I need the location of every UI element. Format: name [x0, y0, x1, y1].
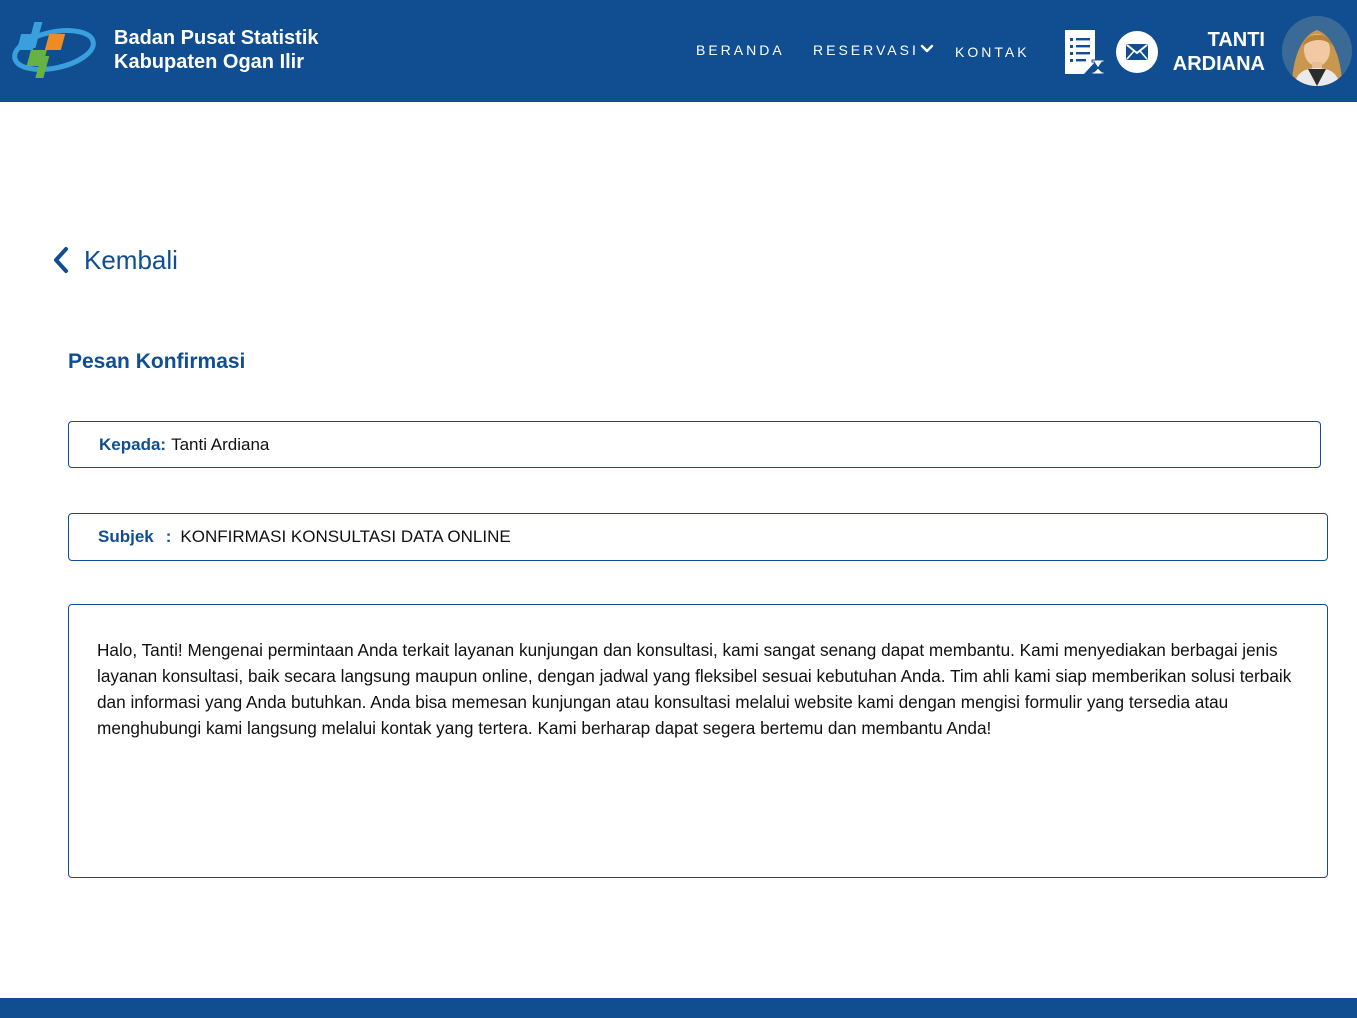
organization-name	[114, 26, 319, 74]
mail-icon[interactable]	[1115, 30, 1159, 74]
message-body: Halo, Tanti! Mengenai permintaan Anda terkait layanan kunjungan dan konsultasi, kami sangat senang dapat membantu. Kami menyediakan berbagai jenis layanan konsultasi, baik secara langsung maupun online, dengan jadwal yang fleksibel sesuai kebutuhan Anda. Tim ahli kami siap memberikan solusi terbaik dan informasi yang Anda butuhkan. Anda bisa memesan kunjungan atau konsultasi melalui website kami dengan mengisi formulir yang tersedia atau menghubungi kami langsung melalui kontak yang tertera. Kami berharap dapat segera bertemu dan membantu Anda!	[68, 604, 1328, 878]
org-name-line1: Badan Pusat Statistik	[114, 27, 319, 49]
page-title: Pesan Konfirmasi	[68, 350, 246, 373]
nav-kontak[interactable]: KONTAK	[955, 44, 1030, 60]
org-name-line2: Kabupaten Ogan Ilir	[114, 51, 305, 73]
subject-label: Subjek	[98, 527, 154, 546]
subject-value: KONFIRMASI KONSULTASI DATA ONLINE	[180, 527, 511, 546]
avatar-illustration-icon	[1282, 16, 1352, 86]
subject-field	[68, 513, 1328, 561]
subject-colon: :	[165, 527, 172, 546]
nav-beranda[interactable]: BERANDA	[696, 42, 785, 58]
back-label: Kembali	[84, 244, 178, 275]
recipient-value: Tanti Ardiana	[171, 434, 270, 454]
footer-bar	[0, 998, 1357, 1018]
chevron-down-icon[interactable]	[920, 42, 934, 56]
user-name[interactable]	[1173, 28, 1265, 76]
user-last-name: ARDIANA	[1172, 53, 1265, 75]
document-list-icon[interactable]	[1062, 28, 1106, 76]
recipient-field	[68, 421, 1321, 468]
user-avatar[interactable]	[1282, 16, 1352, 86]
top-navbar	[0, 0, 1357, 102]
recipient-colon: :	[160, 434, 167, 454]
recipient-label: Kepada	[99, 434, 161, 454]
chevron-left-icon	[50, 245, 72, 275]
nav-reservasi[interactable]: RESERVASI	[813, 42, 919, 58]
bps-logo-icon[interactable]	[12, 16, 96, 82]
back-button[interactable]	[50, 242, 178, 278]
user-first-name: TANTI	[1207, 29, 1265, 51]
